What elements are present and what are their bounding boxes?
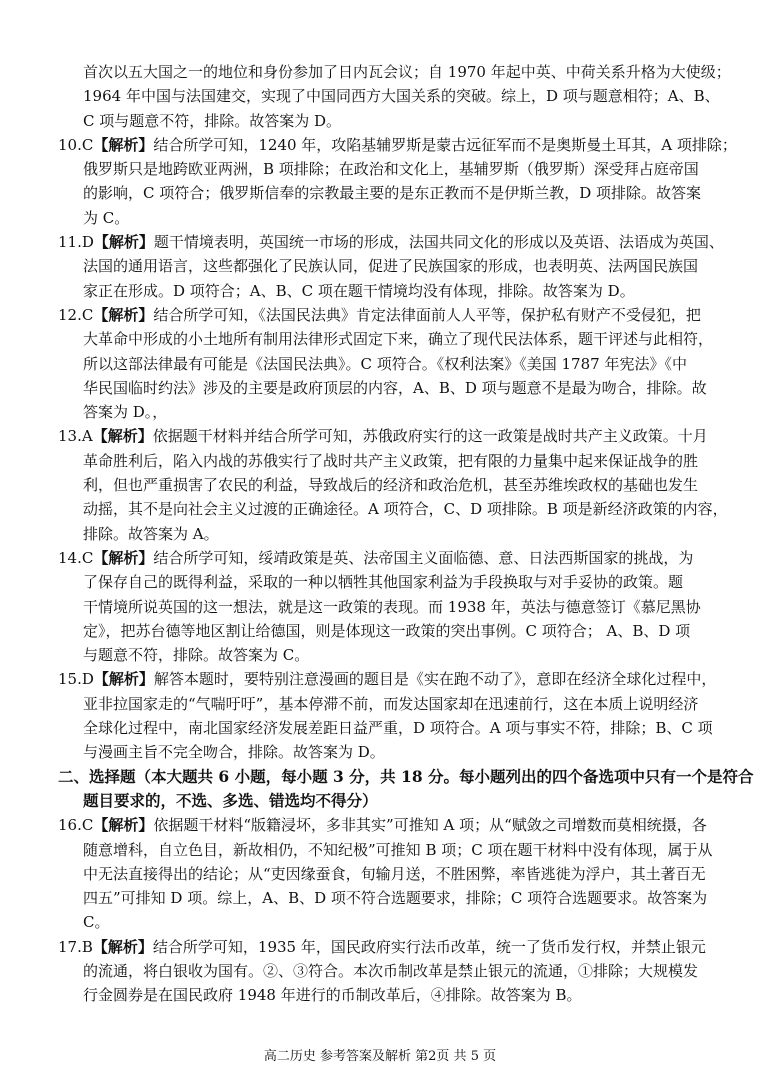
answer-first-line bbox=[58, 230, 724, 254]
answer-continuation-line: 大革命中形成的小土地所有制用法律形式固定下来，确立了现代民法体系，题干评述与此相符， bbox=[83, 330, 714, 349]
text-line: C 项与题意不符，排除。故答案为 D。 bbox=[83, 111, 342, 130]
answer-first-line bbox=[58, 935, 710, 959]
answer-number: 16.C bbox=[58, 816, 94, 835]
analysis-tag: 【解析】 bbox=[92, 427, 153, 446]
answer-item bbox=[58, 546, 710, 667]
answer-list-part-one bbox=[58, 133, 737, 765]
answer-continuation-line: 与题意不符，排除。故答案为 C。 bbox=[83, 646, 310, 665]
answer-continuation-line: 家正在形成。D 项符合；A、B、C 项在题干情境均没有体现，排除。故答案为 D。 bbox=[83, 281, 635, 300]
answer-text: 解答本题时，要特别注意漫画的题目是《实在跑不动了》，意即在经济全球化过程中， bbox=[153, 670, 717, 689]
answer-continuation-line: 随意增科，自立色目，新故相仍，不知纪极”可推知 B 项；C 项在题干材料中没有体现，属于从 bbox=[83, 840, 713, 859]
answer-number: 17.B bbox=[58, 937, 93, 956]
answer-text: 题干情境表明，英国统一市场的形成，法国共同文化的形成以及英语、法语成为英国、 bbox=[153, 233, 724, 252]
section-heading-line: 题目要求的，不选、多选、错选均不得分） bbox=[83, 790, 378, 810]
analysis-tag: 【解析】 bbox=[93, 305, 154, 324]
answer-number: 11.D bbox=[58, 233, 94, 252]
answer-item bbox=[58, 424, 728, 545]
answer-first-line bbox=[58, 813, 710, 837]
answer-item bbox=[58, 230, 724, 303]
answer-item bbox=[58, 303, 714, 424]
answer-list-part-two bbox=[58, 813, 713, 1007]
answer-item bbox=[58, 935, 710, 1008]
answer-continuation-line: 法国的通用语言，这些都强化了民族认同，促进了民族国家的形成，也表明英、法两国民族国 bbox=[83, 257, 699, 276]
analysis-tag: 【解析】 bbox=[92, 937, 153, 956]
answer-text: 结合所学可知，1935 年，国民政府实行法币改革，统一了货币发行权，并禁止银元 bbox=[152, 937, 706, 956]
intro-paragraph bbox=[58, 60, 731, 133]
answer-text: 结合所学可知，《法国民法典》肯定法律面前人人平等，保护私有财产不受侵犯，把 bbox=[153, 305, 701, 324]
answer-first-line bbox=[58, 303, 710, 327]
analysis-tag: 【解析】 bbox=[93, 670, 154, 689]
text-line: 1964 年中国与法国建交，实现了中国同西方大国关系的突破。综上，D 项与题意相符；A、B、 bbox=[83, 87, 720, 106]
answer-continuation-line: 俄罗斯只是地跨欧亚两洲，B 项排除；在政治和文化上，基辅罗斯（俄罗斯）深受拜占庭帝国 bbox=[83, 160, 699, 179]
answer-first-line bbox=[58, 133, 737, 157]
answer-number: 10.C bbox=[58, 135, 94, 154]
answer-item bbox=[58, 813, 713, 934]
answer-first-line bbox=[58, 424, 710, 448]
answer-text: 依据题干材料“版籍浸坏，多非其实”可推知 A 项；从“赋敛之司增数而莫相统摄，各 bbox=[153, 816, 707, 835]
answer-number: 13.A bbox=[58, 427, 93, 446]
analysis-tag: 【解析】 bbox=[93, 816, 154, 835]
answer-continuation-line: 革命胜利后，陷入内战的苏俄实行了战时共产主义政策，把有限的力量集中起来保证战争的胜 bbox=[83, 451, 699, 470]
answer-item bbox=[58, 667, 717, 764]
analysis-tag: 【解析】 bbox=[93, 135, 154, 154]
answer-page bbox=[58, 60, 754, 1008]
answer-continuation-line: 了保存自己的既得利益，采取的一种以牺牲其他国家利益为手段换取与对手妥协的政策。题 bbox=[83, 573, 684, 592]
text-line: 首次以五大国之一的地位和身份参加了日内瓦会议；自 1970 年起中英、中荷关系升格为大使级； bbox=[83, 63, 731, 81]
answer-continuation-line: 动摇，其不是向社会主义过渡的正确途径。A 项符合，C、D 项排除。B 项是新经济政策的内容， bbox=[83, 500, 728, 519]
answer-continuation-line: 利，但也严重损害了农民的利益，导致战后的经济和政治危机，甚至苏维埃政权的基础也发生 bbox=[83, 476, 699, 495]
answer-number: 14.C bbox=[58, 548, 94, 567]
answer-continuation-line: 与漫画主旨不完全吻合，排除。故答案为 D。 bbox=[83, 743, 385, 762]
analysis-tag: 【解析】 bbox=[93, 233, 154, 252]
answer-continuation-line: 华民国临时约法》涉及的主要是政府顶层的内容，A、B、D 项与题意不是最为吻合，排除。故 bbox=[83, 378, 707, 397]
analysis-tag: 【解析】 bbox=[93, 548, 154, 567]
answer-continuation-line: 所以这部法律最有可能是《法国民法典》。C 项符合。《权利法案》《美国 1787 年宪法》《中 bbox=[83, 354, 687, 373]
section-heading bbox=[58, 765, 754, 814]
answer-continuation-line: 排除。故答案为 A。 bbox=[83, 524, 219, 543]
answer-continuation-line: 行金圆券是在国民政府 1948 年进行的币制改革后，④排除。故答案为 B。 bbox=[83, 986, 582, 1005]
answer-continuation-line: C。 bbox=[83, 913, 110, 932]
answer-continuation-line: 中无法直接得出的结论；从“吏因缘蚕食，旬输月送，不胜困弊，率皆逃徙为浮户，其土著百无 bbox=[83, 864, 706, 883]
answer-continuation-line: 亚非拉国家走的“气喘吁吁”，基本停滞不前，而发达国家却在迅速前行，这在本质上说明经济 bbox=[83, 694, 699, 713]
answer-item bbox=[58, 133, 737, 230]
section-heading-line: 二、选择题（本大题共 6 小题，每小题 3 分，共 18 分。每小题列出的四个备选项中只有一个是符合 bbox=[58, 766, 754, 786]
answer-text: 结合所学可知，1240 年，攻陷基辅罗斯是蒙古远征军而不是奥斯曼土耳其，A 项排除； bbox=[153, 135, 737, 154]
answer-continuation-line: 四五”可排知 D 项。综上，A、B、D 项不符合选题要求，排除；C 项符合选题要求。故答案为 bbox=[83, 889, 708, 908]
answer-continuation-line: 的流通，将白银收为国有。②、③符合。本次币制改革是禁止银元的流通，①排除；大规模发 bbox=[83, 961, 699, 980]
answer-continuation-line: 干情境所说英国的这一想法，就是这一政策的表现。而 1938 年，英法与德意签订《慕尼黑协 bbox=[83, 597, 701, 616]
answer-number: 15.D bbox=[58, 670, 94, 689]
answer-continuation-line: 定》，把苏台德等地区割让给德国，则是体现这一政策的突出事例。C 项符合； A、B、D 项 bbox=[83, 621, 691, 640]
page-footer: 高二历史 参考答案及解析 第2页 共 5 页 bbox=[263, 1049, 497, 1064]
answer-continuation-line: 的影响，C 项符合；俄罗斯信奉的宗教最主要的是东正教而不是伊斯兰教，D 项排除。故答案 bbox=[83, 184, 702, 203]
answer-text: 依据题干材料并结合所学可知，苏俄政府实行的这一政策是战时共产主义政策。十月 bbox=[152, 427, 708, 446]
answer-continuation-line: 答案为 D。， bbox=[83, 403, 168, 422]
answer-number: 12.C bbox=[58, 305, 94, 324]
answer-first-line bbox=[58, 546, 710, 570]
answer-continuation-line: 全球化过程中，南北国家经济发展差距日益严重，D 项符合。A 项与事实不符，排除；B、C 项 bbox=[83, 719, 713, 738]
answer-continuation-line: 为 C。 bbox=[83, 208, 130, 227]
answer-first-line bbox=[58, 667, 717, 691]
answer-text: 结合所学可知，绥靖政策是英、法帝国主义面临德、意、日法西斯国家的挑战，为 bbox=[153, 548, 694, 567]
